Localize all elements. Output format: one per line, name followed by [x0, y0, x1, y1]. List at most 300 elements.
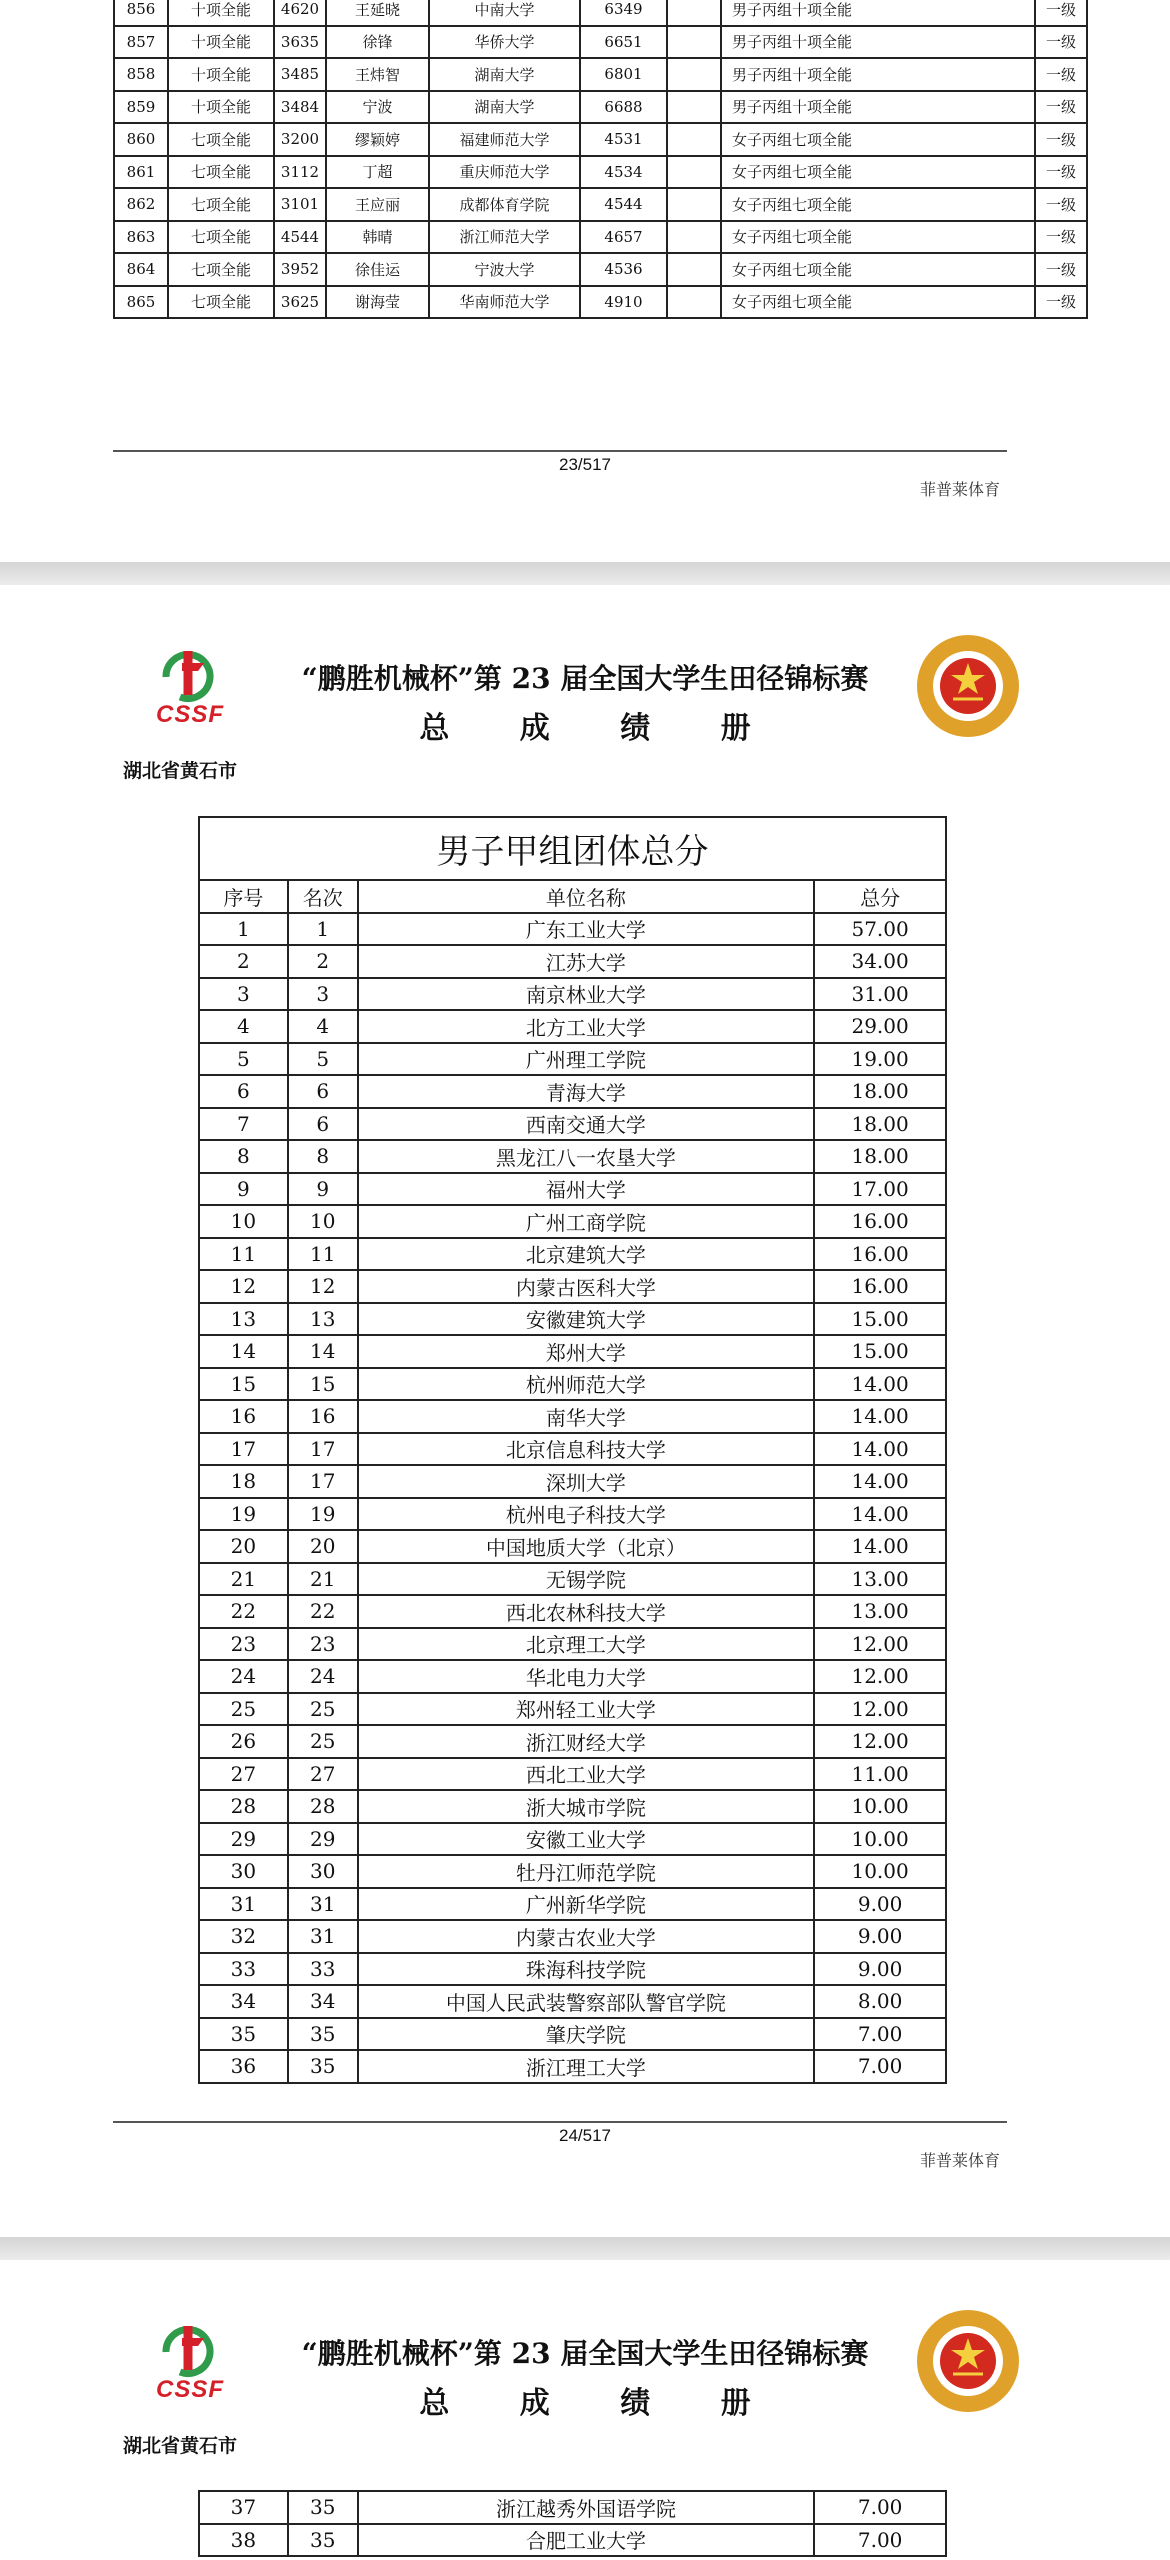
table-cell: 7.00: [814, 2491, 946, 2524]
table-row: [199, 1693, 946, 1726]
table-cell: 19: [199, 1498, 288, 1531]
table-cell: 江苏大学: [358, 945, 815, 978]
table-cell: 34: [199, 1985, 288, 2018]
table-cell: 浙江理工大学: [358, 2050, 815, 2083]
table-cell: 重庆师范大学: [429, 156, 580, 189]
table-cell: 西北农林科技大学: [358, 1595, 815, 1628]
table-cell: 缪颖婷: [326, 123, 429, 156]
table-row: [199, 945, 946, 978]
brand-footer: 菲普莱体育: [920, 480, 1001, 499]
table-row: [114, 156, 1087, 189]
table-cell: 广州新华学院: [358, 1888, 815, 1921]
table-cell: 11: [199, 1238, 288, 1271]
table-cell: 13: [288, 1303, 358, 1336]
table-cell: 10.00: [814, 1855, 946, 1888]
table-cell: 6688: [580, 91, 667, 124]
table-row: [199, 1465, 946, 1498]
table-cell: 11.00: [814, 1758, 946, 1791]
table-cell: 28: [288, 1790, 358, 1823]
col-header-score: 总分: [814, 880, 946, 913]
table-cell: 女子丙组七项全能: [721, 188, 1035, 221]
table-cell: 9: [199, 1173, 288, 1206]
table-cell: 一级: [1035, 188, 1087, 221]
table-cell: 一级: [1035, 286, 1087, 319]
table-cell: 19: [288, 1498, 358, 1531]
table-cell: 860: [114, 123, 168, 156]
table-cell: 浙江越秀外国语学院: [358, 2491, 815, 2524]
table-cell: 861: [114, 156, 168, 189]
table-cell: 女子丙组七项全能: [721, 253, 1035, 286]
table-row: [199, 1953, 946, 1986]
book-subtitle: 总 成 绩 册: [419, 2386, 781, 2421]
table-cell: 24: [199, 1660, 288, 1693]
table-cell: 14: [199, 1335, 288, 1368]
table-cell: 859: [114, 91, 168, 124]
table-cell: 徐佳运: [326, 253, 429, 286]
table-cell: 862: [114, 188, 168, 221]
table-cell: 3484: [274, 91, 326, 124]
table-cell: 14.00: [814, 1530, 946, 1563]
table-cell: 38: [199, 2524, 288, 2557]
athletics-association-seal-icon: [915, 633, 1021, 739]
page-number: 24/517: [559, 2126, 611, 2145]
table-cell: 7.00: [814, 2050, 946, 2083]
table-cell: 26: [199, 1725, 288, 1758]
table-cell: 12.00: [814, 1725, 946, 1758]
table-cell: 18.00: [814, 1075, 946, 1108]
table-cell: 13: [199, 1303, 288, 1336]
table-cell: 4: [288, 1010, 358, 1043]
table-cell: 牡丹江师范学院: [358, 1855, 815, 1888]
table-cell: 南京林业大学: [358, 978, 815, 1011]
table-row: [199, 1010, 946, 1043]
table-cell: [667, 58, 721, 91]
table-cell: 3: [199, 978, 288, 1011]
table-cell: 浙江师范大学: [429, 221, 580, 254]
table-cell: 福建师范大学: [429, 123, 580, 156]
table-cell: 4657: [580, 221, 667, 254]
table-cell: 3485: [274, 58, 326, 91]
table-row: [114, 253, 1087, 286]
table-cell: 17: [288, 1465, 358, 1498]
table-cell: 女子丙组七项全能: [721, 286, 1035, 319]
table-cell: [667, 123, 721, 156]
table-cell: 王延晓: [326, 0, 429, 26]
table-cell: 1: [288, 913, 358, 946]
table-cell: 36: [199, 2050, 288, 2083]
table-cell: 8.00: [814, 1985, 946, 2018]
table-cell: 8: [199, 1140, 288, 1173]
table-row: [199, 1855, 946, 1888]
results-page-23: [0, 0, 1170, 562]
table-cell: 一级: [1035, 58, 1087, 91]
table-cell: 福州大学: [358, 1173, 815, 1206]
table-row: [199, 1758, 946, 1791]
table-cell: 3952: [274, 253, 326, 286]
table-cell: 33: [288, 1953, 358, 1986]
table-cell: 6: [199, 1075, 288, 1108]
table-cell: 18.00: [814, 1140, 946, 1173]
table-cell: 黑龙江八一农垦大学: [358, 1140, 815, 1173]
table-cell: 21: [199, 1563, 288, 1596]
table-cell: 6651: [580, 26, 667, 59]
table-row: [199, 1888, 946, 1921]
table-cell: 北京信息科技大学: [358, 1433, 815, 1466]
table-cell: 7.00: [814, 2524, 946, 2557]
table-cell: 北京理工大学: [358, 1628, 815, 1661]
table-cell: 丁超: [326, 156, 429, 189]
table-cell: 6801: [580, 58, 667, 91]
table-cell: 广东工业大学: [358, 913, 815, 946]
table-row: [199, 1725, 946, 1758]
table-cell: 2: [288, 945, 358, 978]
table-cell: 3: [288, 978, 358, 1011]
table-cell: 十项全能: [168, 58, 274, 91]
table-cell: 12: [288, 1270, 358, 1303]
table-cell: 27: [199, 1758, 288, 1791]
table-cell: 24: [288, 1660, 358, 1693]
footer-rule: [113, 2121, 1007, 2123]
table-cell: 南华大学: [358, 1400, 815, 1433]
table-row: [199, 1108, 946, 1141]
table-row: [199, 1303, 946, 1336]
table-cell: 22: [288, 1595, 358, 1628]
table-cell: 6: [288, 1075, 358, 1108]
table-cell: 863: [114, 221, 168, 254]
table-cell: 七项全能: [168, 221, 274, 254]
table-cell: 856: [114, 0, 168, 26]
table-row: [199, 2050, 946, 2083]
table-cell: [667, 26, 721, 59]
table-cell: 25: [288, 1725, 358, 1758]
table-cell: 中南大学: [429, 0, 580, 26]
table-cell: 27: [288, 1758, 358, 1791]
table-cell: 21: [288, 1563, 358, 1596]
table-cell: 857: [114, 26, 168, 59]
table-cell: 七项全能: [168, 286, 274, 319]
table-row: [114, 0, 1087, 26]
table-cell: 郑州轻工业大学: [358, 1693, 815, 1726]
table-cell: 合肥工业大学: [358, 2524, 815, 2557]
table-row: [199, 1790, 946, 1823]
table-cell: 10: [199, 1205, 288, 1238]
table-cell: 7: [199, 1108, 288, 1141]
team-score-page-24: [0, 585, 1170, 2237]
table-cell: 16: [288, 1400, 358, 1433]
table-cell: 七项全能: [168, 253, 274, 286]
table-cell: 5: [288, 1043, 358, 1076]
table-cell: 25: [199, 1693, 288, 1726]
table-cell: 35: [199, 2018, 288, 2051]
table-cell: 9.00: [814, 1920, 946, 1953]
table-row: [199, 1985, 946, 2018]
table-cell: 57.00: [814, 913, 946, 946]
table-cell: 湖南大学: [429, 91, 580, 124]
table-cell: 王炜智: [326, 58, 429, 91]
table-cell: 湖南大学: [429, 58, 580, 91]
table-cell: 女子丙组七项全能: [721, 123, 1035, 156]
table-cell: 女子丙组七项全能: [721, 221, 1035, 254]
table-row: [199, 1530, 946, 1563]
table-cell: 10: [288, 1205, 358, 1238]
table-cell: 七项全能: [168, 123, 274, 156]
table-cell: [667, 253, 721, 286]
table-cell: 32: [199, 1920, 288, 1953]
table-cell: 37: [199, 2491, 288, 2524]
table-cell: 肇庆学院: [358, 2018, 815, 2051]
table-cell: 4: [199, 1010, 288, 1043]
table-cell: 北京建筑大学: [358, 1238, 815, 1271]
table-cell: 中国人民武装警察部队警官学院: [358, 1985, 815, 2018]
table-row: [114, 26, 1087, 59]
table-cell: 七项全能: [168, 188, 274, 221]
table-cell: 一级: [1035, 253, 1087, 286]
table-cell: 宁波: [326, 91, 429, 124]
table-cell: 14.00: [814, 1400, 946, 1433]
table-cell: 女子丙组七项全能: [721, 156, 1035, 189]
table-caption: 男子甲组团体总分: [199, 817, 946, 880]
table-cell: 16.00: [814, 1205, 946, 1238]
table-cell: 35: [288, 2491, 358, 2524]
table-cell: 华侨大学: [429, 26, 580, 59]
table-cell: 7.00: [814, 2018, 946, 2051]
table-row: [114, 188, 1087, 221]
results-table: [113, 0, 1088, 319]
table-row: [199, 1433, 946, 1466]
table-cell: 14: [288, 1335, 358, 1368]
table-cell: 25: [288, 1693, 358, 1726]
table-cell: 31: [199, 1888, 288, 1921]
page-separator: [0, 562, 1170, 585]
table-cell: 4536: [580, 253, 667, 286]
table-row: [199, 2018, 946, 2051]
table-cell: 3200: [274, 123, 326, 156]
team-score-page-25: [0, 2260, 1170, 2560]
col-header-rank: 名次: [288, 880, 358, 913]
table-header-row: [199, 880, 946, 913]
table-cell: 广州理工学院: [358, 1043, 815, 1076]
table-cell: 一级: [1035, 0, 1087, 26]
table-row: [199, 1238, 946, 1271]
table-cell: 十项全能: [168, 26, 274, 59]
table-cell: 31: [288, 1920, 358, 1953]
event-title: “鹏胜机械杯”第 23 届全国大学生田径锦标赛: [301, 662, 869, 695]
team-score-table: [198, 816, 947, 2084]
table-cell: 4620: [274, 0, 326, 26]
table-cell: 12: [199, 1270, 288, 1303]
table-cell: 浙大城市学院: [358, 1790, 815, 1823]
table-cell: 一级: [1035, 91, 1087, 124]
table-cell: 23: [199, 1628, 288, 1661]
table-cell: 杭州电子科技大学: [358, 1498, 815, 1531]
event-title: “鹏胜机械杯”第 23 届全国大学生田径锦标赛: [301, 2337, 869, 2370]
team-score-table-continued: [198, 2490, 947, 2557]
table-cell: 34: [288, 1985, 358, 2018]
table-cell: 30: [288, 1855, 358, 1888]
table-cell: 11: [288, 1238, 358, 1271]
table-cell: 华北电力大学: [358, 1660, 815, 1693]
table-cell: 12.00: [814, 1693, 946, 1726]
table-cell: 14.00: [814, 1498, 946, 1531]
table-cell: 一级: [1035, 156, 1087, 189]
table-cell: 内蒙古农业大学: [358, 1920, 815, 1953]
table-cell: 4544: [274, 221, 326, 254]
table-cell: 31: [288, 1888, 358, 1921]
table-cell: [667, 0, 721, 26]
table-cell: [667, 156, 721, 189]
table-cell: 31.00: [814, 978, 946, 1011]
table-cell: 华南师范大学: [429, 286, 580, 319]
table-row: [199, 1140, 946, 1173]
table-row: [114, 91, 1087, 124]
table-cell: 9: [288, 1173, 358, 1206]
table-cell: 5: [199, 1043, 288, 1076]
table-cell: 34.00: [814, 945, 946, 978]
table-cell: 10.00: [814, 1823, 946, 1856]
table-cell: 12.00: [814, 1660, 946, 1693]
table-cell: 西北工业大学: [358, 1758, 815, 1791]
table-cell: [667, 286, 721, 319]
table-cell: 1: [199, 913, 288, 946]
page-separator: [0, 2237, 1170, 2260]
table-cell: 珠海科技学院: [358, 1953, 815, 1986]
table-cell: 4910: [580, 286, 667, 319]
table-row: [199, 978, 946, 1011]
table-cell: 韩晴: [326, 221, 429, 254]
table-cell: [667, 188, 721, 221]
table-cell: 徐锋: [326, 26, 429, 59]
table-cell: 3112: [274, 156, 326, 189]
table-cell: 内蒙古医科大学: [358, 1270, 815, 1303]
table-cell: 6349: [580, 0, 667, 26]
table-row: [199, 1498, 946, 1531]
table-cell: 广州工商学院: [358, 1205, 815, 1238]
col-header-unit: 单位名称: [358, 880, 815, 913]
table-cell: 17: [288, 1433, 358, 1466]
table-cell: 13.00: [814, 1563, 946, 1596]
table-row: [114, 221, 1087, 254]
table-cell: 男子丙组十项全能: [721, 91, 1035, 124]
table-cell: 2: [199, 945, 288, 978]
table-cell: 王应丽: [326, 188, 429, 221]
table-cell: 20: [199, 1530, 288, 1563]
table-cell: 3625: [274, 286, 326, 319]
table-row: [199, 913, 946, 946]
cssf-logo: CSSF: [152, 2322, 232, 2400]
table-cell: 29.00: [814, 1010, 946, 1043]
table-row: [199, 1823, 946, 1856]
table-cell: 18.00: [814, 1108, 946, 1141]
table-cell: 18: [199, 1465, 288, 1498]
table-cell: 4531: [580, 123, 667, 156]
table-row: [199, 1660, 946, 1693]
table-cell: 15: [199, 1368, 288, 1401]
table-cell: 6: [288, 1108, 358, 1141]
page-number: 23/517: [559, 455, 611, 474]
table-cell: 23: [288, 1628, 358, 1661]
table-cell: 男子丙组十项全能: [721, 58, 1035, 91]
table-cell: 16: [199, 1400, 288, 1433]
table-cell: 男子丙组十项全能: [721, 26, 1035, 59]
table-row: [199, 1595, 946, 1628]
table-cell: 一级: [1035, 26, 1087, 59]
table-cell: 宁波大学: [429, 253, 580, 286]
cssf-logo: CSSF: [152, 647, 232, 725]
table-row: [199, 1270, 946, 1303]
table-row: [199, 1075, 946, 1108]
table-cell: 12.00: [814, 1628, 946, 1661]
table-row: [199, 1368, 946, 1401]
table-cell: 28: [199, 1790, 288, 1823]
table-cell: 杭州师范大学: [358, 1368, 815, 1401]
table-cell: 谢海莹: [326, 286, 429, 319]
table-cell: 17.00: [814, 1173, 946, 1206]
table-cell: 9.00: [814, 1953, 946, 1986]
table-cell: 中国地质大学（北京）: [358, 1530, 815, 1563]
table-cell: 成都体育学院: [429, 188, 580, 221]
table-cell: 安徽建筑大学: [358, 1303, 815, 1336]
table-cell: 北方工业大学: [358, 1010, 815, 1043]
table-cell: [667, 221, 721, 254]
table-cell: 14.00: [814, 1433, 946, 1466]
table-cell: 3635: [274, 26, 326, 59]
table-cell: 8: [288, 1140, 358, 1173]
table-cell: 29: [199, 1823, 288, 1856]
table-row: [199, 1173, 946, 1206]
table-cell: 13.00: [814, 1595, 946, 1628]
table-cell: 4534: [580, 156, 667, 189]
table-cell: 865: [114, 286, 168, 319]
table-cell: 15: [288, 1368, 358, 1401]
table-cell: 西南交通大学: [358, 1108, 815, 1141]
brand-footer: 菲普莱体育: [920, 2151, 1001, 2170]
table-cell: 男子丙组十项全能: [721, 0, 1035, 26]
table-cell: 20: [288, 1530, 358, 1563]
table-cell: 一级: [1035, 221, 1087, 254]
table-cell: 16.00: [814, 1238, 946, 1271]
table-cell: 3101: [274, 188, 326, 221]
table-row: [199, 1400, 946, 1433]
table-cell: 33: [199, 1953, 288, 1986]
table-cell: 16.00: [814, 1270, 946, 1303]
table-cell: [667, 91, 721, 124]
table-row: [114, 286, 1087, 319]
table-cell: 35: [288, 2018, 358, 2051]
table-cell: 安徽工业大学: [358, 1823, 815, 1856]
table-cell: 14.00: [814, 1465, 946, 1498]
table-row: [199, 1043, 946, 1076]
table-row: [199, 2491, 946, 2524]
table-cell: 9.00: [814, 1888, 946, 1921]
table-cell: 30: [199, 1855, 288, 1888]
book-subtitle: 总 成 绩 册: [419, 711, 781, 746]
table-cell: 深圳大学: [358, 1465, 815, 1498]
athletics-association-seal-icon: [915, 2308, 1021, 2414]
table-row: [199, 1205, 946, 1238]
table-cell: 十项全能: [168, 0, 274, 26]
location: 湖北省黄石市: [123, 760, 238, 782]
table-cell: 郑州大学: [358, 1335, 815, 1368]
table-cell: 15.00: [814, 1303, 946, 1336]
table-cell: 14.00: [814, 1368, 946, 1401]
table-cell: 4544: [580, 188, 667, 221]
table-row: [199, 1335, 946, 1368]
table-cell: 15.00: [814, 1335, 946, 1368]
table-cell: 十项全能: [168, 91, 274, 124]
table-cell: 10.00: [814, 1790, 946, 1823]
table-row: [199, 1628, 946, 1661]
col-header-index: 序号: [199, 880, 288, 913]
